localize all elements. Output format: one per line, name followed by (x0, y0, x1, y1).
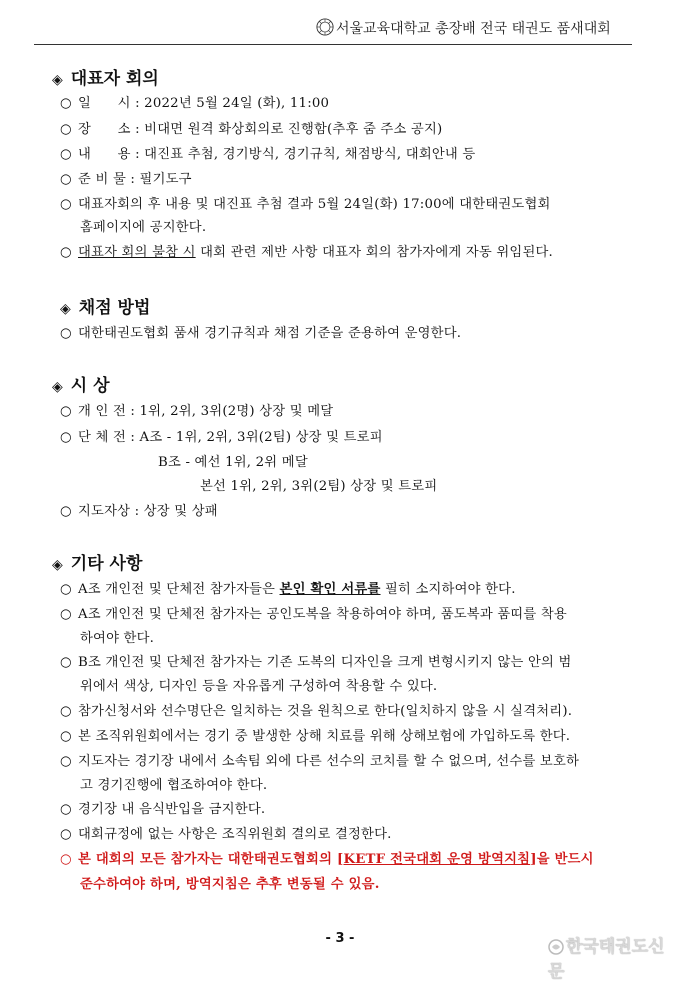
underlined-text: 대표자 회의 불참 시 (78, 245, 196, 260)
list-item: ○ B조 개인전 및 단체전 참가자는 기존 도복의 디자인을 크게 변형시키지 않는 안의 범 (60, 655, 572, 670)
header-title: 서울교육대학교 총장배 전국 태권도 품새대회 (336, 21, 611, 37)
circle-bullet-icon: ○ (60, 504, 72, 519)
watermark-logo-icon (548, 939, 564, 955)
circle-bullet-icon: ○ (60, 430, 72, 445)
diamond-bullet-icon: ◈ (52, 379, 63, 395)
list-item: ○ 내 용 : 대진표 추첨, 경기방식, 경기규칙, 채점방식, 대회안내 등 (60, 147, 476, 162)
watermark: 한국태권도신문 (548, 937, 665, 982)
diamond-bullet-icon: ◈ (52, 557, 63, 573)
list-item: ○ 참가신청서와 선수명단은 일치하는 것을 원칙으로 한다(일치하지 않을 시 실격처리). (60, 704, 573, 719)
list-item: ○ 경기장 내 음식반입을 금지한다. (60, 802, 266, 817)
list-item: ○ 단 체 전 : A조 - 1위, 2위, 3위(2팀) 상장 및 트로피 (60, 430, 383, 445)
list-item: ○ 지도자는 경기장 내에서 소속팀 외에 다른 선수의 코치를 할 수 없으며, 선수를 보호하 (60, 754, 580, 769)
circle-bullet-icon: ○ (60, 172, 72, 187)
circle-bullet-icon: ○ (60, 582, 72, 597)
list-item: ○ 대표자 회의 불참 시 대회 관련 제반 사항 대표자 회의 참가자에게 자동 위임된다. (60, 245, 553, 260)
page-number: - 3 - (325, 931, 355, 946)
circle-bullet-icon: ○ (60, 852, 72, 867)
list-item: ○ 대회규정에 없는 사항은 조직위원회 결의로 결정한다. (60, 827, 392, 842)
list-item: ○ 준 비 물 : 필기도구 (60, 172, 192, 187)
circle-bullet-icon: ○ (60, 704, 72, 719)
list-item: ○ 일 시 : 2022년 5월 24일 (화), 11:00 (60, 96, 330, 111)
underlined-bold-text: 본인 확인 서류를 (279, 582, 381, 597)
circle-bullet-icon: ○ (60, 96, 72, 111)
circle-bullet-icon: ○ (60, 147, 72, 162)
list-item-continuation: B조 - 예선 1위, 2위 메달 (158, 455, 308, 470)
circle-bullet-icon: ○ (60, 122, 72, 137)
section-heading-scoring: ◈ 채점 방법 (60, 298, 151, 318)
list-item-continuation: 위에서 색상, 디자인 등을 자유롭게 구성하여 착용할 수 있다. (80, 679, 438, 694)
circle-bullet-icon: ○ (60, 827, 72, 842)
list-item: ○ 장 소 : 비대면 원격 화상회의로 진행함(추후 줌 주소 공지) (60, 122, 443, 137)
page-header (34, 14, 632, 45)
list-item-continuation: 홈페이지에 공지한다. (80, 220, 207, 235)
circle-bullet-icon: ○ (60, 729, 72, 744)
list-item: ○ 지도자상 : 상장 및 상패 (60, 504, 218, 519)
circle-bullet-icon: ○ (60, 607, 72, 622)
circle-bullet-icon: ○ (60, 404, 72, 419)
list-item-continuation: 하여야 한다. (80, 631, 155, 646)
list-item-continuation: 본선 1위, 2위, 3위(2팀) 상장 및 트로피 (200, 479, 438, 494)
diamond-bullet-icon: ◈ (60, 301, 71, 317)
underlined-guideline-text: KETF 전국대회 운영 방역지침 (343, 852, 531, 867)
list-item-red-notice: ○ 본 대회의 모든 참가자는 대한태권도협회의 [KETF 전국대회 운영 방역지침]을 반드시 (60, 852, 594, 867)
list-item: ○ 대표자회의 후 내용 및 대진표 추첨 결과 5월 24일(화) 17:00에 대한태권도협회 (60, 197, 551, 212)
circle-bullet-icon: ○ (60, 802, 72, 817)
list-item: ○ 개 인 전 : 1위, 2위, 3위(2명) 상장 및 메달 (60, 404, 334, 419)
circle-bullet-icon: ○ (60, 326, 72, 341)
diamond-bullet-icon: ◈ (52, 72, 63, 88)
list-item: ○ A조 개인전 및 단체전 참가자는 공인도복을 착용하여야 하며, 품도복과 품띠를 착용 (60, 607, 567, 622)
section-heading-other: ◈ 기타 사항 (52, 554, 143, 574)
circle-bullet-icon: ○ (60, 197, 72, 212)
list-item: ○ A조 개인전 및 단체전 참가자들은 본인 확인 서류를 필히 소지하여야 한다. (60, 582, 516, 597)
list-item-continuation: 고 경기진행에 협조하여야 한다. (80, 778, 268, 793)
circle-bullet-icon: ○ (60, 655, 72, 670)
circle-bullet-icon: ○ (60, 245, 72, 260)
list-item-continuation: 준수하여야 하며, 방역지침은 추후 변동될 수 있음. (80, 877, 380, 892)
section-heading-representative-meeting: ◈ 대표자 회의 (52, 69, 159, 89)
list-item: ○ 본 조직위원회에서는 경기 중 발생한 상해 치료를 위해 상해보험에 가입하도록 한다. (60, 729, 571, 744)
university-emblem-icon (316, 18, 334, 36)
list-item: ○ 대한태권도협회 품새 경기규칙과 채점 기준을 준용하여 운영한다. (60, 326, 462, 341)
circle-bullet-icon: ○ (60, 754, 72, 769)
section-heading-awards: ◈ 시 상 (52, 376, 110, 396)
